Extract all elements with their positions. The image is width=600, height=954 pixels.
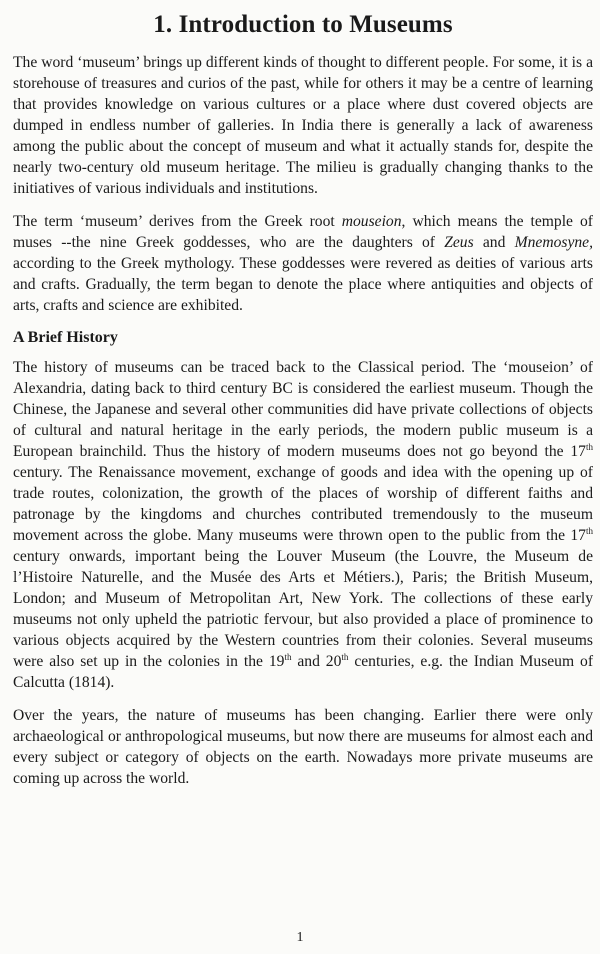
superscript: th [585,442,593,452]
page-title: 1. Introduction to Museums [153,11,453,38]
page-number: 1 [296,930,304,945]
text-run: and 20 [291,653,342,670]
section-heading: A Brief History [13,329,118,346]
italic-term-zeus: Zeus [444,234,474,251]
text-run: century onwards, important being the Louver Museum (the Louvre, the Museum de l’Histoire Naturelle, and the Musée des Arts et Métiers.), Paris; the British Museum, London; and Museum of Metropolitan Art, New York. The collections of these early museums not only upheld the patriotic fervour, but also provided a place of prominence to various objects acquired by the Western countries from their colonies. Several museums were also set up in the colonies in the 19 [13,548,593,670]
text-run: centuries, e.g. the Indian Museum of Calcutta (1814). [13,653,594,691]
italic-term-mnemosyne: Mnemosyne, [514,234,593,251]
superscript: th [341,652,349,662]
text-run: The term ‘museum’ derives from the Greek root [13,213,342,230]
text-run: The history of museums can be traced back to the Classical period. The ‘mouseion’ of Alexandria, dating back to third century BC is considered the earliest museum. Though the Chinese, the Japanese and several other communities did have private collections of objects of cultural and natural heritage in the early periods, the modern public museum is a European brainchild. Thus the history of modern museums does not go beyond the 17 [13,359,593,460]
paragraph-etymology [13,211,593,316]
paragraph-meaning-of-museum: The word ‘museum’ brings up different kinds of thought to different people. For some, it is a storehouse of treasures and curios of the past, while for others it may be a centre of learning that provides knowledge on various cultures or a place where dust covered objects are dumped in endless number of galleries. In India there is generally a lack of awareness among the public about the concept of museum and what it actually stands for, despite the nearly two-century old museum heritage. The milieu is gradually changing thanks to the initiatives of various individuals and institutions. [13,54,593,197]
text-run: , which means the temple of muses --the nine Greek goddesses, who are the daughters of [13,213,594,251]
italic-term-mouseion: mouseion [341,213,402,230]
text-run: and [473,234,515,251]
superscript: th [585,526,593,536]
page-content [13,10,593,801]
text-run: according to the Greek mythology. These goddesses were revered as deities of various arts and crafts. Gradually, the term began to denote the place where antiquities and objects of arts, crafts and science are exhibited. [13,255,593,314]
paragraph-history [13,357,593,693]
superscript: th [284,652,292,662]
paragraph-changing-nature: Over the years, the nature of museums has been changing. Earlier there were only archaeological or anthropological museums, but now there are museums for almost each and every subject or category of objects on the earth. Nowadays more private museums are coming up across the world. [13,707,593,787]
text-run: century. The Renaissance movement, exchange of goods and idea with the opening up of trade routes, colonization, the growth of the places of worship of different faiths and patronage by the kingdoms and churches contributed tremendously to the museum movement across the globe. Many museums were thrown open to the public from the 17 [13,464,593,544]
